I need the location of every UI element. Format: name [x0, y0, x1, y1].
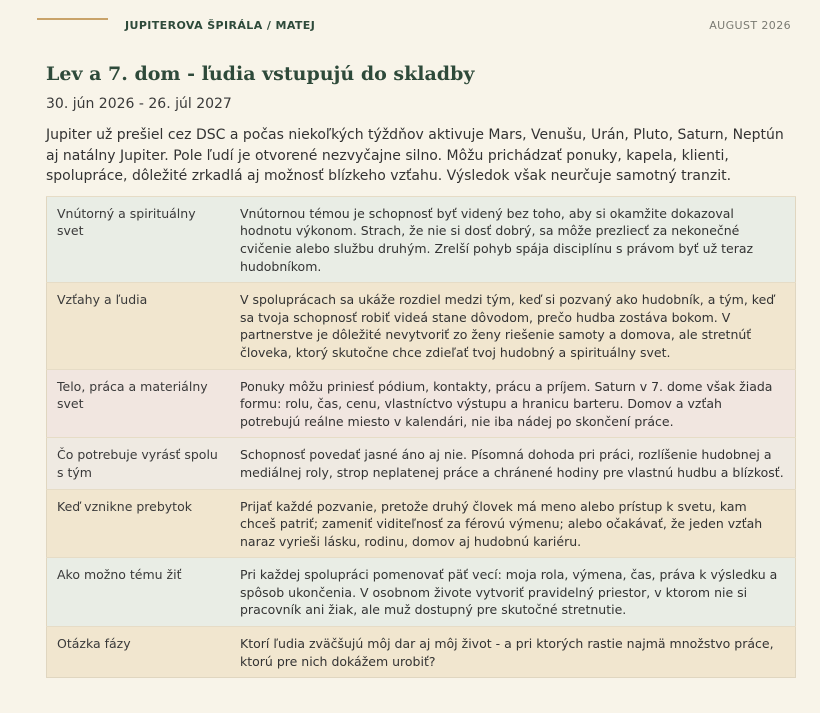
header-date: AUGUST 2026 — [709, 19, 791, 32]
table-row — [47, 438, 796, 489]
row-text: Ponuky môžu priniesť pódium, kontakty, prácu a príjem. Saturn v 7. dome však žiada formu: rolu, čas, cenu, vlastníctvo výstupu a hranicu barteru. Domov a vzťah potrebujú reálne miesto v kalendári, nie iba nádej po skončení práce. — [230, 369, 796, 438]
row-label: Čo potrebuje vyrásť spolu s tým — [47, 438, 231, 489]
page-header — [0, 0, 820, 40]
brand-title: JUPITEROVA ŠPIRÁLA / MATEJ — [125, 19, 316, 32]
intro-paragraph: Jupiter už prešiel cez DSC a počas niekoľkých týždňov aktivuje Mars, Venušu, Urán, Pluto, Saturn, Neptún aj natálny Jupiter. Pole ľudí je otvorené nezvyčajne silno. Môžu prichádzať ponuky, kapela, klienti, spolupráce, dôležité zrkadlá aj možnosť blízkeho vzťahu. Výsledok však neurčuje samotný tranzit. — [46, 127, 784, 185]
row-label: Keď vznikne prebytok — [47, 489, 231, 558]
row-text: V spoluprácach sa ukáže rozdiel medzi tým, keď si pozvaný ako hudobník, a tým, keď sa tvoja schopnosť robiť videá stane dôvodom, prečo hudba zostáva bokom. V partnerstve je dôležité nevytvoriť zo ženy riešenie samoty a domova, ale stretnúť človeka, ktorý skutočne chce zdieľať tvoj hudobný a spirituálny svet. — [230, 283, 796, 369]
accent-rule — [37, 18, 108, 20]
row-label: Telo, práca a materiálny svet — [47, 369, 231, 438]
row-label: Vzťahy a ľudia — [47, 283, 231, 369]
table-row — [47, 369, 796, 438]
row-text: Schopnosť povedať jasné áno aj nie. Písomná dohoda pri práci, rozlíšenie hudobnej a mediálnej roly, strop neplatenej práce a chránené hodiny pre vlastnú hudbu a blízkosť. — [230, 438, 796, 489]
row-text: Prijať každé pozvanie, pretože druhý človek má meno alebo prístup k svetu, kam chceš patriť; zameniť viditeľnosť za férovú výmenu; alebo očakávať, že jeden vzťah naraz vyrieši lásku, rodinu, domov aj hudobnú kariéru. — [230, 489, 796, 558]
page-title: Lev a 7. dom - ľudia vstupujú do skladby — [46, 63, 475, 85]
period-dates: 30. jún 2026 - 26. júl 2027 — [46, 96, 232, 112]
table-row — [47, 283, 796, 369]
row-label: Ako možno tému žiť — [47, 558, 231, 627]
row-text: Vnútornou témou je schopnosť byť videný bez toho, aby si okamžite dokazoval hodnotu výkonom. Strach, že nie si dosť dobrý, sa môže prezliecť za nekonečné cvičenie alebo službu druhým. Zrelší pohyb spája disciplínu s právom byť už teraz hudobníkom. — [230, 196, 796, 282]
row-label: Otázka fázy — [47, 627, 231, 678]
row-label: Vnútorný a spirituálny svet — [47, 196, 231, 282]
table-row — [47, 558, 796, 627]
row-text: Ktorí ľudia zväčšujú môj dar aj môj život - a pri ktorých rastie najmä množstvo práce, ktorú pre nich dokážem urobiť? — [230, 627, 796, 678]
row-text: Pri každej spolupráci pomenovať päť vecí: moja rola, výmena, čas, práva k výsledku a spôsob ukončenia. V osobnom živote vytvoriť pravidelný priestor, v ktorom nie si pracovník ani žiak, ale muž dostupný pre skutočné stretnutie. — [230, 558, 796, 627]
article — [46, 60, 796, 678]
table-row — [47, 489, 796, 558]
table-row — [47, 627, 796, 678]
themes-table — [46, 196, 796, 678]
table-row — [47, 196, 796, 282]
